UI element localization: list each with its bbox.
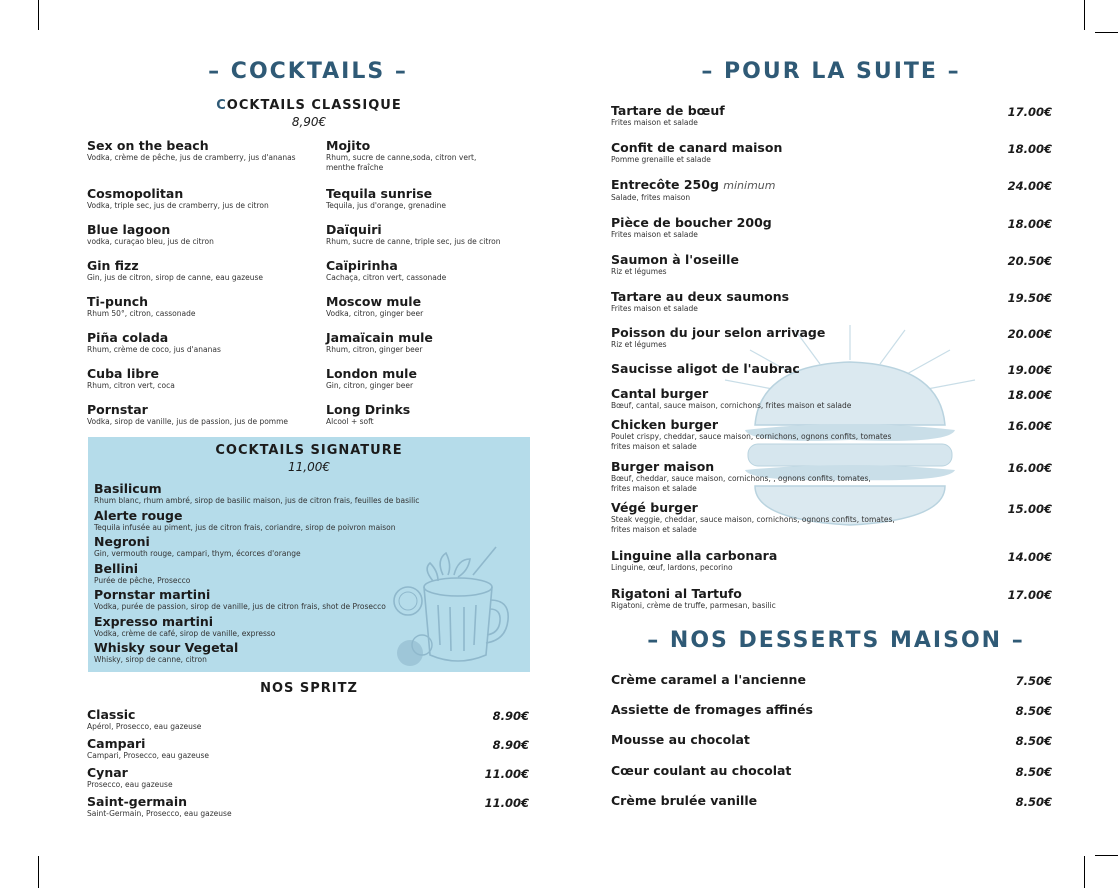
- item-price: 17.00€: [1007, 105, 1052, 119]
- item-name: [87, 766, 173, 780]
- menu-item: [611, 387, 851, 411]
- item-description: Prosecco, eau gazeuse: [87, 780, 173, 789]
- crop-mark: [1084, 856, 1085, 888]
- item-price: 8.90€: [492, 738, 529, 752]
- item-name: [87, 331, 221, 345]
- item-name: [611, 703, 813, 717]
- signature-box: [88, 437, 530, 672]
- item-description: Apérol, Prosecco, eau gazeuse: [87, 722, 202, 731]
- item-name-text: Negroni: [94, 534, 150, 549]
- item-name-text: Tartare au deux saumons: [611, 289, 790, 304]
- item-name: [87, 187, 269, 201]
- item-name: [611, 362, 800, 376]
- menu-item: [326, 403, 410, 427]
- item-description: Vodka, sirop de vanille, jus de passion, jus de pomme: [87, 417, 289, 426]
- menu-item: [326, 331, 433, 355]
- item-description: Gin, jus de citron, sirop de canne, eau gazeuse: [87, 273, 264, 282]
- item-name-text: Whisky sour Vegetal: [94, 640, 239, 655]
- menu-item: [611, 764, 791, 778]
- item-description: Bœuf, cantal, sauce maison, cornichons, frites maison et salade: [611, 401, 852, 410]
- item-name-text: London mule: [326, 366, 417, 381]
- item-price: 16.00€: [1007, 419, 1052, 433]
- item-description: vodka, curaçao bleu, jus de citron: [87, 237, 214, 246]
- item-description: Vodka, purée de passion, sirop de vanille, jus de citron frais, shot de Prosecco: [94, 602, 386, 611]
- item-price: 8.90€: [492, 709, 529, 723]
- item-description: Salade, frites maison: [611, 193, 691, 202]
- menu-item: [326, 295, 423, 319]
- item-name-text: Tequila sunrise: [326, 186, 433, 201]
- item-description: Rhum, crème de coco, jus d'ananas: [87, 345, 221, 354]
- item-name: [94, 509, 396, 523]
- menu-item: [94, 615, 275, 639]
- item-description: Pomme grenaille et salade: [611, 155, 711, 164]
- menu-item: [611, 290, 789, 314]
- item-name: [94, 588, 386, 602]
- item-name-text: Long Drinks: [326, 402, 411, 417]
- item-name-text: Mousse au chocolat: [611, 732, 750, 748]
- suite-title: – POUR LA SUITE –: [701, 59, 961, 84]
- classique-title-rest: OCKTAILS CLASSIQUE: [226, 98, 402, 113]
- menu-item: [611, 460, 871, 494]
- menu-item: [611, 673, 806, 687]
- menu-item: [87, 766, 173, 790]
- item-price: 17.00€: [1007, 588, 1052, 602]
- item-name-text: Moscow mule: [326, 294, 422, 309]
- item-description: Bœuf, cheddar, sauce maison, cornichons, , ognons confits, tomates,: [611, 474, 871, 483]
- item-name-text: Entrecôte 250g: [611, 177, 719, 192]
- item-name-text: Sex on the beach: [87, 138, 209, 153]
- item-price: 11.00€: [484, 767, 529, 781]
- item-price: 8.50€: [1015, 794, 1052, 809]
- menu-item: [87, 737, 209, 761]
- item-description: Rhum, sucre de canne,soda, citron vert,: [326, 153, 477, 162]
- item-name: [611, 141, 782, 155]
- item-description: Tequila, jus d'orange, grenadine: [326, 201, 446, 210]
- item-name-text: Tartare de bœuf: [611, 103, 725, 118]
- item-description: Purée de pêche, Prosecco: [94, 575, 191, 585]
- item-name: [611, 216, 772, 230]
- item-description: Alcool + soft: [326, 417, 374, 426]
- item-description: frites maison et salade: [611, 525, 697, 534]
- item-name-text: Pornstar: [87, 402, 148, 417]
- item-name: [87, 295, 196, 309]
- item-name: [326, 259, 446, 273]
- item-name: [87, 223, 214, 237]
- menu-item: [87, 295, 196, 319]
- item-price: 8.50€: [1015, 704, 1052, 719]
- menu-item: [87, 403, 288, 427]
- classique-price: 8,90€: [291, 115, 327, 129]
- item-name: [87, 259, 263, 273]
- item-name: [611, 501, 895, 515]
- item-name-text: Rigatoni al Tartufo: [611, 586, 742, 601]
- item-name: [87, 737, 209, 751]
- crop-mark: [1084, 0, 1085, 30]
- item-name: [611, 253, 739, 267]
- menu-item: [326, 223, 501, 247]
- item-description: Vodka, crème de pêche, jus de cramberry, jus d'ananas: [87, 153, 296, 162]
- menu-item: [611, 178, 775, 203]
- item-price: 18.00€: [1007, 217, 1052, 231]
- item-description: Poulet crispy, cheddar, sauce maison, cornichons, ognons confits, tomates: [611, 432, 892, 441]
- item-price: 7.50€: [1015, 674, 1052, 688]
- item-price: 19.50€: [1007, 291, 1052, 305]
- item-description: Cachaça, citron vert, cassonade: [326, 273, 447, 282]
- menu-item: [87, 259, 263, 283]
- item-name: [611, 673, 806, 687]
- item-price: 14.00€: [1007, 550, 1052, 564]
- item-name: [94, 535, 301, 549]
- item-description: Rigatoni, crème de truffe, parmesan, basilic: [611, 601, 776, 610]
- item-name-text: Cuba libre: [87, 366, 159, 381]
- item-name: [94, 562, 190, 576]
- menu-item: [611, 549, 777, 573]
- item-description: frites maison et salade: [611, 442, 697, 451]
- item-name: [611, 418, 891, 432]
- crop-mark: [1095, 855, 1118, 856]
- item-name-text: Gin fizz: [87, 258, 139, 273]
- item-price: 15.00€: [1007, 502, 1052, 516]
- item-description: menthe fraîche: [326, 163, 384, 172]
- item-name-text: Basilicum: [94, 481, 162, 496]
- signature-title: COCKTAILS SIGNATURE: [215, 443, 403, 458]
- item-name-text: Mojito: [326, 138, 371, 153]
- menu-item: [94, 562, 190, 586]
- menu-item: [94, 641, 238, 665]
- item-description: Vodka, triple sec, jus de cramberry, jus de citron: [87, 201, 269, 210]
- item-price: 8.50€: [1015, 734, 1052, 749]
- menu-item: [94, 509, 396, 533]
- item-description: Vodka, citron, ginger beer: [326, 309, 424, 318]
- menu-item: [94, 535, 301, 559]
- menu-item: [611, 104, 725, 128]
- item-price: 20.50€: [1007, 254, 1052, 268]
- menu-item: [87, 331, 221, 355]
- item-name-text: Végé burger: [611, 500, 698, 515]
- item-description: frites maison et salade: [611, 484, 697, 493]
- classique-title-first: C: [216, 98, 227, 113]
- item-name-text: Cœur coulant au chocolat: [611, 762, 792, 778]
- item-name: [326, 187, 446, 201]
- item-price: 24.00€: [1007, 179, 1052, 193]
- item-name: [611, 387, 851, 401]
- item-description: Vodka, crème de café, sirop de vanille, expresso: [94, 628, 276, 638]
- menu-item: [611, 418, 891, 452]
- menu-item: [87, 708, 201, 732]
- item-name-text: Saucisse aligot de l'aubrac: [611, 361, 800, 376]
- item-name: [87, 403, 288, 417]
- menu-item: [611, 587, 776, 611]
- menu-item: [87, 795, 232, 819]
- item-name: [326, 295, 423, 309]
- menu-item: [611, 703, 813, 717]
- item-price: 18.00€: [1007, 388, 1052, 402]
- item-price: 20.00€: [1007, 327, 1052, 341]
- menu-item: [87, 223, 214, 247]
- item-description: Frites maison et salade: [611, 230, 698, 239]
- item-name: [611, 764, 791, 778]
- cocktails-title: – COCKTAILS –: [208, 59, 408, 84]
- item-name-extra: minimum: [723, 179, 776, 192]
- item-name: [94, 615, 275, 629]
- menu-item: [611, 326, 825, 350]
- item-name-text: Piña colada: [87, 330, 169, 345]
- menu-item: [611, 501, 895, 535]
- item-name-text: Saint-germain: [87, 794, 188, 809]
- crop-mark: [38, 856, 39, 888]
- item-description: Campari, Prosecco, eau gazeuse: [87, 751, 209, 760]
- item-name-text: Cosmopolitan: [87, 186, 184, 201]
- menu-item: [611, 362, 800, 376]
- item-name: [87, 139, 296, 153]
- item-description: Frites maison et salade: [611, 304, 698, 313]
- item-name-text: Confit de canard maison: [611, 140, 783, 155]
- item-name-text: Assiette de fromages affinés: [611, 702, 813, 718]
- item-name: [611, 104, 725, 118]
- item-name: [611, 794, 757, 808]
- item-description: Riz et légumes: [611, 340, 667, 349]
- item-name: [611, 460, 871, 474]
- classique-title: [216, 98, 402, 113]
- item-name-text: Daïquiri: [326, 222, 382, 237]
- menu-item: [326, 367, 417, 391]
- item-name: [611, 549, 777, 563]
- item-description: Linguine, œuf, lardons, pecorino: [611, 563, 733, 572]
- item-name: [326, 223, 501, 237]
- item-name-text: Burger maison: [611, 459, 715, 474]
- item-name-text: Chicken burger: [611, 417, 719, 432]
- item-name-text: Expresso martini: [94, 613, 214, 629]
- item-description: Riz et légumes: [611, 267, 667, 276]
- crop-mark: [38, 0, 39, 30]
- item-name: [611, 326, 825, 340]
- menu-item: [87, 187, 269, 211]
- item-name-text: Pornstar martini: [94, 587, 211, 602]
- item-description: Tequila infusée au piment, jus de citron frais, coriandre, sirop de poivron maison: [94, 522, 396, 532]
- item-name-text: Cantal burger: [611, 386, 709, 401]
- item-name-text: Alerte rouge: [94, 507, 183, 523]
- item-name: [94, 482, 419, 496]
- item-name-text: Crème caramel a l'ancienne: [611, 672, 806, 687]
- item-name-text: Linguine alla carbonara: [611, 548, 778, 563]
- item-name-text: Classic: [87, 707, 136, 722]
- menu-item: [87, 139, 296, 163]
- item-price: 19.00€: [1007, 363, 1052, 377]
- menu-item: [611, 253, 739, 277]
- menu-item: [326, 259, 446, 283]
- item-description: Whisky, sirop de canne, citron: [94, 655, 207, 664]
- menu-item: [94, 482, 419, 506]
- item-name: [326, 139, 476, 153]
- item-name-text: Bellini: [94, 560, 139, 576]
- item-name-text: Pièce de boucher 200g: [611, 215, 772, 230]
- menu-item: [94, 588, 386, 612]
- moscow-mule-mug-icon: [388, 545, 518, 670]
- item-name: [611, 178, 775, 193]
- item-name-text: Poisson du jour selon arrivage: [611, 325, 826, 340]
- desserts-title: – NOS DESSERTS MAISON –: [647, 628, 1025, 653]
- item-name-text: Crème brulée vanille: [611, 792, 758, 808]
- item-price: 11.00€: [484, 796, 529, 810]
- menu-item: [326, 187, 446, 211]
- menu-item: [87, 367, 175, 391]
- menu-item: [611, 733, 750, 747]
- item-description: Rhum blanc, rhum ambré, sirop de basilic maison, jus de citron frais, feuilles de basilic: [94, 496, 420, 505]
- item-name-text: Blue lagoon: [87, 222, 171, 237]
- item-description: Rhum 50°, citron, cassonade: [87, 309, 196, 318]
- item-description: Rhum, citron vert, coca: [87, 381, 175, 390]
- item-name: [94, 641, 238, 655]
- item-name-text: Campari: [87, 736, 146, 751]
- item-description: Gin, citron, ginger beer: [326, 381, 414, 390]
- item-description: Gin, vermouth rouge, campari, thym, écorces d'orange: [94, 549, 301, 558]
- item-name: [326, 331, 433, 345]
- crop-mark: [1095, 32, 1118, 33]
- item-name-text: Ti-punch: [87, 294, 149, 309]
- item-name-text: Caïpirinha: [326, 258, 398, 273]
- item-name: [611, 733, 750, 747]
- item-name-text: Jamaïcain mule: [326, 330, 433, 345]
- item-description: Steak veggie, cheddar, sauce maison, cornichons, ognons confits, tomates,: [611, 515, 895, 524]
- item-name-text: Cynar: [87, 765, 128, 780]
- item-name: [87, 708, 201, 722]
- item-name: [87, 367, 175, 381]
- menu-item: [611, 794, 757, 808]
- item-price: 16.00€: [1007, 461, 1052, 475]
- item-name-text: Saumon à l'oseille: [611, 252, 739, 267]
- menu-item: [611, 216, 772, 240]
- item-name: [611, 587, 776, 601]
- item-description: Rhum, citron, ginger beer: [326, 345, 423, 354]
- item-description: Saint-Germain, Prosecco, eau gazeuse: [87, 809, 232, 818]
- spritz-title: NOS SPRITZ: [260, 681, 358, 696]
- item-price: 8.50€: [1015, 764, 1052, 779]
- item-description: Rhum, sucre de canne, triple sec, jus de citron: [326, 237, 501, 246]
- item-name: [87, 795, 232, 809]
- item-price: 18.00€: [1007, 142, 1052, 156]
- signature-price: 11,00€: [288, 460, 330, 474]
- item-description: Frites maison et salade: [611, 118, 698, 127]
- item-name: [326, 367, 417, 381]
- item-name: [326, 403, 410, 417]
- menu-item: [611, 141, 782, 165]
- menu-item: [326, 139, 476, 173]
- item-name: [611, 290, 789, 304]
